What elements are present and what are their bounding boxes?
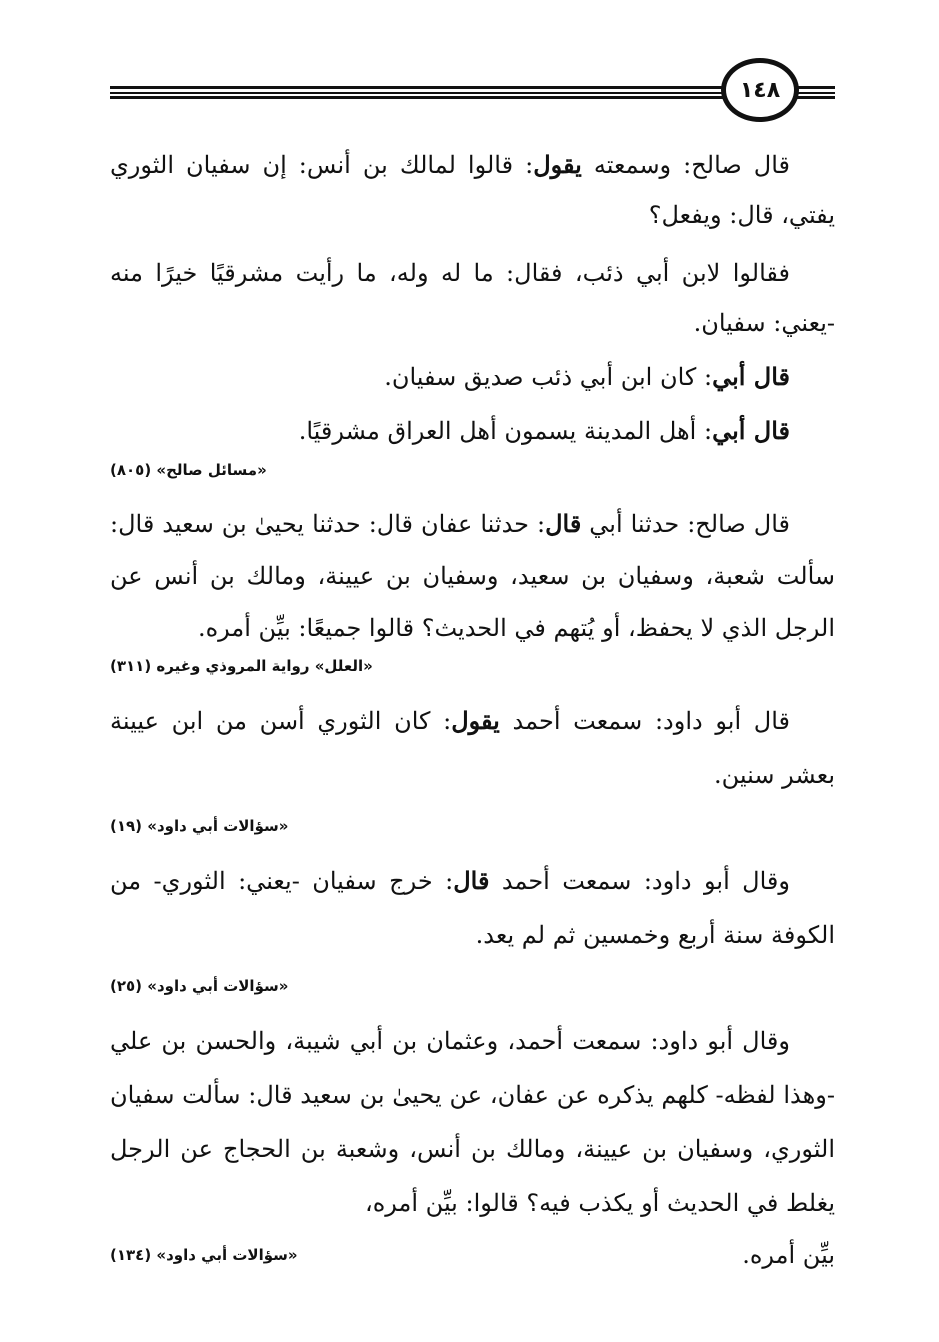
paragraph (110, 694, 835, 802)
paragraph-label: يقول (451, 706, 500, 735)
paragraph (110, 854, 835, 962)
source-citation: «مسائل صالح» (٨٠٥) (110, 461, 267, 479)
paragraph-text: : خرج سفيان -يعني: الثوري- من الكوفة سنة أربع وخمسين ثم لم يعد. (110, 867, 835, 949)
paragraph-label: قال (545, 509, 582, 538)
paragraph (110, 498, 835, 654)
paragraph-label: قال أبي (712, 362, 790, 391)
paragraph (110, 352, 835, 402)
paragraph-text: وقال أبو داود: سمعت أحمد (489, 867, 790, 895)
source-citation: «العلل» رواية المروذي وغيره (٣١١) (110, 657, 373, 675)
paragraph-text: : كان الثوري أسن من ابن عيينة بعشر سنين. (110, 707, 835, 789)
page-header (110, 55, 835, 125)
paragraph-text: بيِّن أمره. (742, 1241, 835, 1269)
paragraph-text: قال أبو داود: سمعت أحمد (499, 707, 791, 735)
paragraph-label: يقول (533, 150, 582, 179)
paragraph-text: : قالوا لمالك بن أنس: إن سفيان الثوري يفتي، قال: ويفعل؟ (110, 151, 835, 229)
paragraph-text: قال صالح: وسمعته (581, 151, 791, 179)
page-body (110, 140, 835, 1280)
paragraph-text: قال صالح: حدثنا أبي (581, 510, 790, 538)
paragraph: فقالوا لابن أبي ذئب، فقال: ما له وله، ما رأيت مشرقيًا خيرًا منه -يعني: سفيان. (110, 259, 835, 337)
paragraph-text: : أهل المدينة يسمون أهل العراق مشرقيًا. (298, 417, 713, 445)
source-citation: «سؤالات أبي داود» (٢٥) (110, 977, 289, 995)
paragraph (110, 406, 835, 456)
paragraph-text: : كان ابن أبي ذئب صديق سفيان. (384, 363, 713, 391)
paragraph (110, 140, 835, 240)
paragraph-text: : حدثنا عفان قال: حدثنا يحيىٰ بن سعيد قال: سألت شعبة، وسفيان بن سعيد، وسفيان بن عيينة، ومالك بن أنس عن الرجل الذي لا يحفظ، أو يُتهم في الحديث؟ قالوا جميعًا: بيِّن أمره. (110, 510, 835, 642)
paragraph-label: قال (453, 866, 490, 895)
paragraph-last-line (110, 1230, 835, 1280)
paragraph: وقال أبو داود: سمعت أحمد، وعثمان بن أبي شيبة، والحسن بن علي -وهذا لفظه- كلهم يذكره عن عفان، عن يحيىٰ بن سعيد قال: سألت سفيان الثوري، وسفيان بن عيينة، ومالك بن أنس، وشعبة بن الحجاج عن الرجل يغلط في الحديث أو يكذب فيه؟ قالوا: بيِّن أمره، (110, 1027, 835, 1217)
source-citation: «سؤالات أبي داود» (١٣٤) (110, 1246, 298, 1264)
page-number: ١٤٨ (721, 58, 799, 122)
paragraph-label: قال أبي (712, 416, 790, 445)
source-citation: «سؤالات أبي داود» (١٩) (110, 817, 289, 835)
